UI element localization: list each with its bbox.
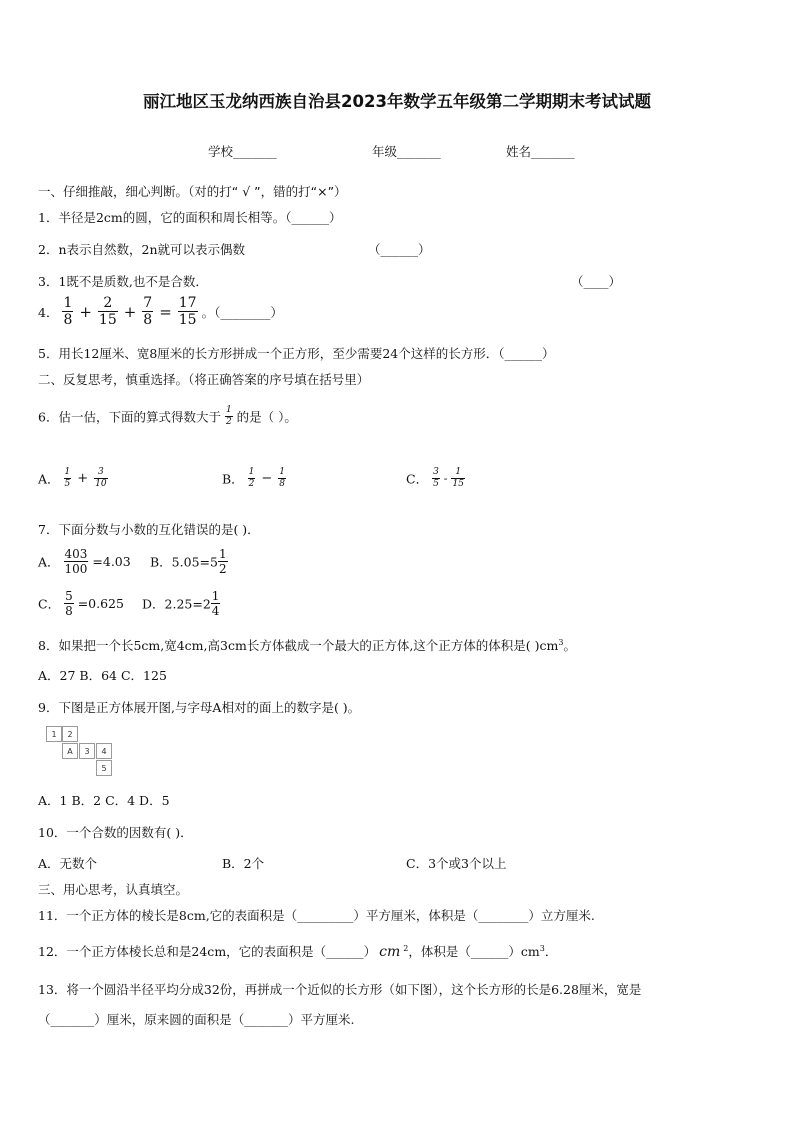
question-4-fraction-1: $\frac{1}{8}$ <box>63 295 73 328</box>
question-4 <box>38 296 283 327</box>
question-4-blank[interactable]: 。（________） <box>201 304 283 320</box>
question-2-blank[interactable]: （______） <box>368 242 431 257</box>
question-3: 3．1既不是质数,也不是合数． <box>38 274 208 289</box>
question-6 <box>38 406 297 427</box>
question-6-fraction: $\frac{1}{2}$ <box>225 405 232 427</box>
question-10-option-b[interactable]: B．2个 <box>222 856 265 871</box>
school-field[interactable]: 学校_______ <box>208 144 277 159</box>
question-5: 5．用长12厘米、宽8厘米的长方形拼成一个正方形，至少需要24个这样的长方形．（______） <box>38 346 555 361</box>
grade-field[interactable]: 年级_______ <box>372 144 441 159</box>
question-6-option-c[interactable]: C． $\frac{3}{5}$ - $\frac{1}{15}$ <box>406 467 464 489</box>
section3-heading: 三、用心思考，认真填空。 <box>38 882 189 897</box>
section1-heading: 一、仔细推敲，细心判断。（对的打“ √ ”，错的打“×”） <box>38 184 347 199</box>
name-field[interactable]: 姓名_______ <box>506 144 575 159</box>
question-8-options[interactable]: A．27 B．64 C．125 <box>38 668 167 683</box>
question-6-tail: 的是（ ）。 <box>236 409 297 425</box>
question-6-option-b[interactable]: B． $\frac{1}{2}$ − $\frac{1}{8}$ <box>222 467 286 489</box>
page-title: 丽江地区玉龙纳西族自治县2023年数学五年级第二学期期末考试试题 <box>143 92 651 111</box>
question-4-fraction-4: $\frac{17}{15}$ <box>178 295 197 328</box>
cube-net-figure <box>46 726 116 778</box>
question-6-option-a[interactable]: A． $\frac{1}{5}$ + $\frac{3}{10}$ <box>38 467 107 489</box>
net-cell: A <box>62 743 78 759</box>
question-6-text: 6．估一估，下面的算式得数大于 <box>38 409 221 425</box>
question-4-label: 4． <box>38 304 59 320</box>
question-7: 7．下面分数与小数的互化错误的是( )． <box>38 522 260 537</box>
question-13-line-1: 13．将一个圆沿半径平均分成32份，再拼成一个近似的长方形（如下图），这个长方形的长是6.28厘米，宽是 <box>38 982 642 997</box>
question-10: 10．一个合数的因数有( )． <box>38 825 193 840</box>
question-11: 11．一个正方体的棱长是8cm,它的表面积是（_________）平方厘米，体积是（________）立方厘米. <box>38 908 595 923</box>
question-2: 2．n表示自然数，2n就可以表示偶数 <box>38 242 246 257</box>
net-cell: 4 <box>96 743 112 759</box>
net-cell: 5 <box>96 760 112 776</box>
question-10-option-a[interactable]: A．无数个 <box>38 856 98 871</box>
question-7-option-d[interactable]: D．2.25=2 $\frac{1}{4}$ <box>142 589 220 618</box>
question-4-fraction-3: $\frac{7}{8}$ <box>143 295 153 328</box>
question-7-option-b[interactable]: B．5.05=5 $\frac{1}{2}$ <box>150 547 227 576</box>
question-7-option-a[interactable]: A． $\frac{403}{100}$ =4.03 <box>38 547 131 576</box>
question-10-option-c[interactable]: C．3个或3个以上 <box>406 856 507 871</box>
net-cell: 1 <box>46 726 62 742</box>
equals-sign: = <box>159 302 172 321</box>
net-cell: 3 <box>79 743 95 759</box>
plus-sign: + <box>79 302 92 321</box>
question-12: 12．一个正方体棱长总和是24cm，它的表面积是（______） cm $^2$，体积是$(\_\_\_\_\_\_)cm^3$． <box>38 943 558 960</box>
section2-heading: 二、反复思考，慎重选择。（将正确答案的序号填在括号里） <box>38 372 370 387</box>
question-7-option-c[interactable]: C． $\frac{5}{8}$ =0.625 <box>38 589 124 618</box>
net-cell: 2 <box>62 726 78 742</box>
question-1: 1．半径是2cm的圆，它的面积和周长相等。（______） <box>38 210 342 225</box>
question-13-line-2: （_______）厘米，原来圆的面积是（_______）平方厘米. <box>38 1012 355 1027</box>
plus-sign: + <box>123 302 137 321</box>
question-3-blank[interactable]: （____） <box>571 274 622 289</box>
question-4-fraction-2: $\frac{2}{15}$ <box>98 295 117 328</box>
question-9: 9．下图是正方体展开图,与字母A相对的面上的数字是( )。 <box>38 700 361 715</box>
question-9-options[interactable]: A．1 B．2 C．4 D．5 <box>38 793 170 808</box>
question-8: 8．如果把一个长5cm,宽4cm,高3cm长方体截成一个最大的正方体,这个正方体的体积是( )$cm^3$。 <box>38 637 576 653</box>
